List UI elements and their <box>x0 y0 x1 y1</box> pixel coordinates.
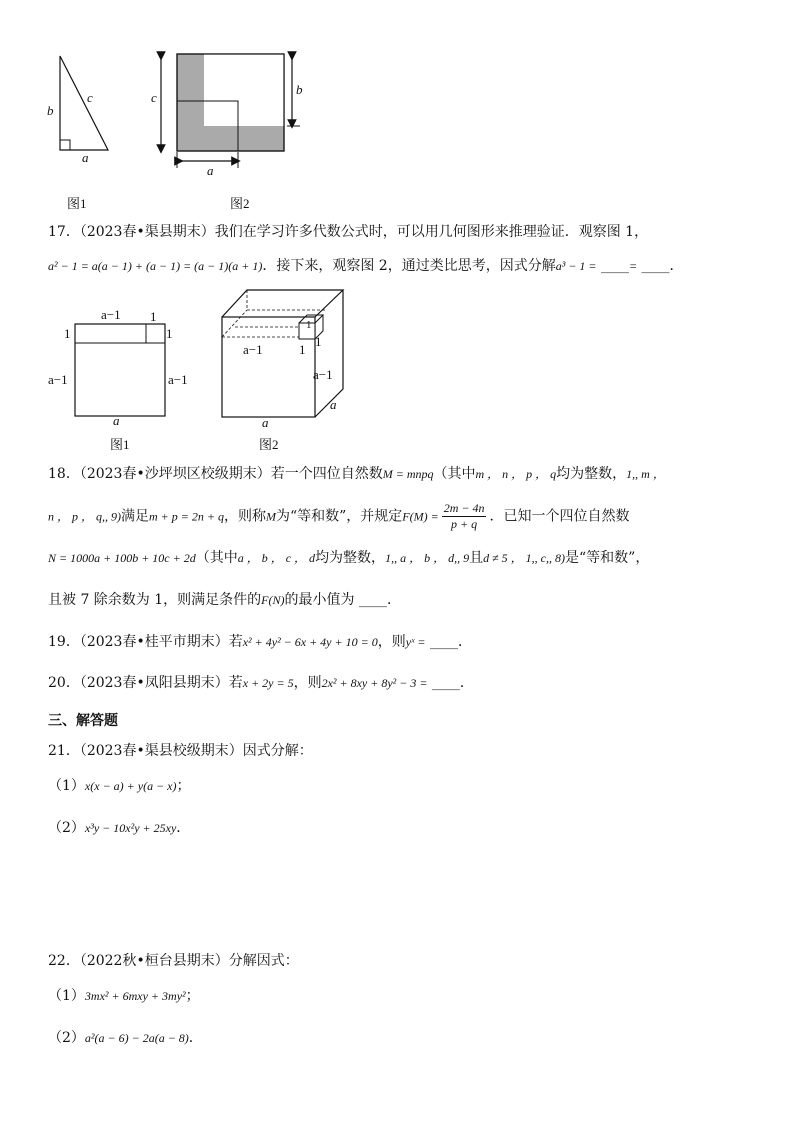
q17-text: 我们在学习许多代数公式时，可以用几何图形来推理验证．观察图 1， <box>214 224 649 240</box>
q18-source: （2023春•沙坪坝区校级期末） <box>79 466 271 482</box>
q18-line2 <box>48 501 629 532</box>
q17f1-left-small: 1 <box>64 326 71 341</box>
q21-text: 因式分解： <box>242 743 313 759</box>
q17-formula: a² − 1 = a(a − 1) + (a − 1) = (a − 1)(a + 1) <box>48 259 263 273</box>
square-minus-one-diagram <box>70 320 170 420</box>
q18-text: 且 <box>469 550 484 566</box>
q17-eq: = <box>628 259 638 273</box>
q19-end: ． <box>457 634 472 650</box>
square-difference-diagram <box>150 48 310 183</box>
q17f1-right: a−1 <box>168 372 188 387</box>
q21-number: 21． <box>48 743 80 759</box>
q22-p1-label: （1） <box>48 988 85 1004</box>
q18-text: 且被 7 除余数为 1，则满足条件的 <box>48 592 262 608</box>
q17f1-top-right: 1 <box>150 309 157 324</box>
q22-number: 22． <box>48 953 80 969</box>
q17f2-inner-one: 1 <box>299 342 306 357</box>
q17f2-depth: a <box>330 397 337 412</box>
q22-p1-end: ； <box>185 988 200 1004</box>
q19-answer-blank[interactable]: ____ <box>429 634 458 650</box>
q18-F-N: F(N) <box>261 593 285 607</box>
fig1-label-c: c <box>87 90 93 105</box>
q17f1-top-left: a−1 <box>101 307 121 322</box>
fig2-caption: 图2 <box>230 196 250 211</box>
q20-equation: x + 2y = 5 <box>242 676 294 690</box>
q18-text: 是“等和数”， <box>565 550 650 566</box>
fig2-label-b: b <box>296 82 303 97</box>
q18-text: 均为整数， <box>315 550 386 566</box>
q19-equation: x² + 4y² − 6x + 4y + 10 = 0 <box>242 635 378 649</box>
q20-answer-blank[interactable]: ____ <box>431 675 460 691</box>
q21-p1-expr: x(x − a) + y(a − x) <box>84 779 177 793</box>
q17f1-right-small: 1 <box>166 326 173 341</box>
q21-source: （2023春•渠县校级期末） <box>79 743 243 759</box>
q22-p2-label: （2） <box>48 1030 85 1046</box>
q18-N-def: N = 1000a + 100b + 10c + 2d <box>48 551 196 565</box>
q17-line1 <box>48 222 648 242</box>
q18-M: M <box>265 509 276 524</box>
q17-end: ． <box>669 258 684 274</box>
q19-text: 若 <box>228 634 243 650</box>
q21-p2-end: ． <box>176 820 191 836</box>
q17f2-inner-top: 1 <box>306 319 312 331</box>
q18-frac-den: p + q <box>451 517 478 531</box>
q17-line2 <box>48 256 684 276</box>
q19-text: ，则 <box>377 634 406 650</box>
q17-text2: ．接下来，观察图 2，通过类比思考，因式分解 <box>262 258 556 274</box>
q17-blank2[interactable]: ____ <box>641 258 670 274</box>
q18-range: n ， p ， q,, 9) <box>48 509 121 524</box>
q18-answer-blank[interactable]: ____ <box>358 592 387 608</box>
q17f1-caption: 图1 <box>110 437 130 452</box>
q18-line3 <box>48 548 649 568</box>
q17f1-bottom: a <box>113 413 120 428</box>
q18-frac-num: 2m − 4n <box>443 501 485 515</box>
q18-vars: m ， n ， p ， q <box>475 467 557 481</box>
q18-end: ． <box>386 592 401 608</box>
q19-number: 19． <box>48 634 80 650</box>
q18-text: 均为整数， <box>556 466 627 482</box>
q18-text: ，则称 <box>223 508 266 525</box>
q18-condition: m + p = 2n + q <box>149 509 224 524</box>
q22-part1 <box>48 986 200 1006</box>
q18-F-def: F(M) = <box>402 509 439 524</box>
q21-header <box>48 741 313 761</box>
q18-range: d ≠ 5 ， 1,, c,, 8) <box>483 551 565 565</box>
q17f2-caption: 图2 <box>259 437 279 452</box>
q22-source: （2022秋•桓台县期末） <box>79 953 229 969</box>
q17-number: 17． <box>48 224 80 240</box>
q22-p2-expr: a²(a − 6) − 2a(a − 8) <box>84 1031 189 1045</box>
q20-number: 20． <box>48 675 80 691</box>
q17f2-bottom: a <box>262 415 269 430</box>
q20-text: ，则 <box>293 675 322 691</box>
q20-expr: 2x² + 8xy + 8y² − 3 = <box>321 676 428 690</box>
q18-text: 若一个四位自然数 <box>270 466 383 482</box>
q22-part2 <box>48 1028 203 1048</box>
q17-blank1[interactable]: ____ <box>600 258 629 274</box>
q18-text: （其中 <box>433 466 476 482</box>
section-title: 三、解答题 <box>48 713 118 729</box>
q22-header <box>48 951 299 971</box>
q21-p1-end: ； <box>176 778 191 794</box>
q18-range: 1,, a ， b ， d,, 9 <box>385 551 470 565</box>
q22-p1-expr: 3mx² + 6mxy + 3my² <box>84 989 186 1003</box>
q19-line <box>48 632 472 652</box>
q20-text: 若 <box>228 675 243 691</box>
fig1-label-a: a <box>82 150 89 165</box>
fig1-label-b: b <box>47 103 54 118</box>
fig2-label-c: c <box>151 90 157 105</box>
q18-line1 <box>48 464 665 484</box>
q18-text: ．已知一个四位自然数 <box>489 508 630 525</box>
q18-text: 为“等和数”，并规定 <box>275 508 403 525</box>
q18-text: （其中 <box>195 550 238 566</box>
q18-line4 <box>48 590 401 610</box>
q21-part2 <box>48 818 190 838</box>
q20-end: ． <box>459 675 474 691</box>
q19-source: （2023春•桂平市期末） <box>79 634 229 650</box>
fig2-label-a: a <box>207 163 214 178</box>
q20-line <box>48 673 474 693</box>
q17f1-left: a−1 <box>48 372 68 387</box>
q21-p2-expr: x³y − 10x²y + 25xy <box>84 821 177 835</box>
q17-expr: a³ − 1 = <box>555 259 597 273</box>
fig1-caption: 图1 <box>67 196 87 211</box>
q21-p2-label: （2） <box>48 820 85 836</box>
q18-text: 满足 <box>121 508 149 525</box>
q18-number: 18． <box>48 466 80 482</box>
q21-p1-label: （1） <box>48 778 85 794</box>
q21-part1 <box>48 776 191 796</box>
q19-expr: yˣ = <box>405 635 426 649</box>
q22-p2-end: ． <box>188 1030 203 1046</box>
q17f2-side-one: 1 <box>315 334 322 349</box>
q17f2-side-mid: a−1 <box>313 367 333 382</box>
q17-source: （2023春•渠县期末） <box>79 224 215 240</box>
q20-source: （2023春•凤阳县期末） <box>79 675 229 691</box>
q17f2-inner-bottom: a−1 <box>243 342 263 357</box>
q22-text: 分解因式： <box>228 953 299 969</box>
q18-range: 1,, m ， <box>626 467 665 481</box>
q18-vars: a ， b ， c ， d <box>237 551 316 565</box>
q18-text: 的最小值为 <box>284 592 355 608</box>
q18-fraction <box>442 501 487 532</box>
q18-m-def: M = mnpq <box>382 467 434 481</box>
